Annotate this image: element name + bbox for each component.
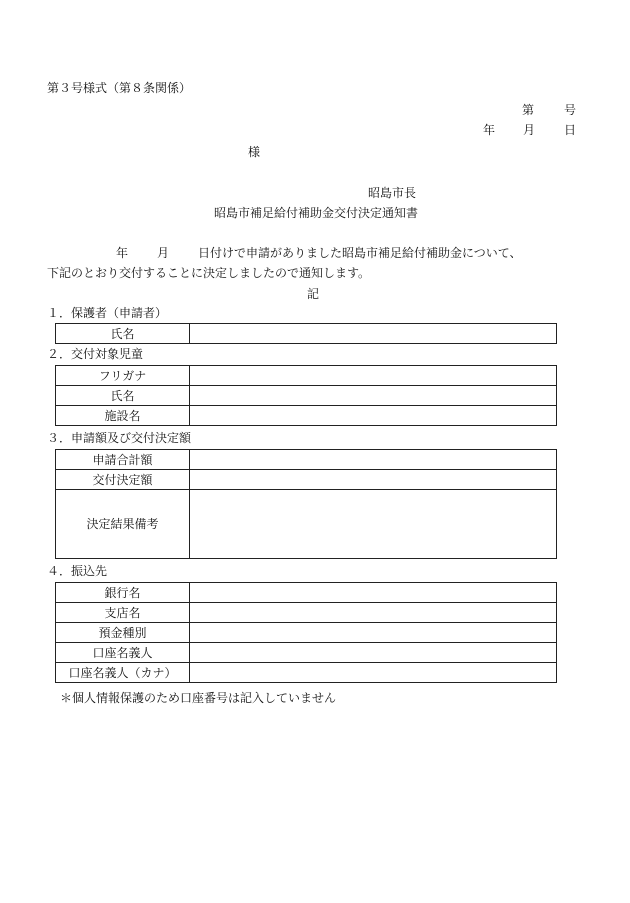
child-furigana-field[interactable] bbox=[190, 366, 557, 386]
section-2-heading: ２．交付対象児童 bbox=[47, 347, 144, 361]
table-row bbox=[56, 324, 557, 344]
table-row bbox=[56, 623, 557, 643]
doc-number-go: 号 bbox=[564, 103, 577, 117]
section-3-heading: ３．申請額及び交付決定額 bbox=[47, 431, 192, 445]
guardian-table bbox=[55, 323, 557, 344]
date-month: 月 bbox=[523, 123, 536, 137]
table-row bbox=[56, 583, 557, 603]
date-year: 年 bbox=[483, 123, 496, 137]
account-type-field[interactable] bbox=[190, 623, 557, 643]
table-row bbox=[56, 643, 557, 663]
granted-amount-label: 交付決定額 bbox=[56, 470, 190, 490]
privacy-note: ＊個人情報保護のため口座番号は記入していません bbox=[60, 691, 337, 705]
child-furigana-label: フリガナ bbox=[56, 366, 190, 386]
account-type-label: 預金種別 bbox=[56, 623, 190, 643]
body-line1: 日付けで申請がありました昭島市補足給付補助金について、 bbox=[198, 246, 522, 260]
form-id: 第３号様式（第８条関係） bbox=[47, 81, 192, 95]
table-row bbox=[56, 366, 557, 386]
requested-total-label: 申請合計額 bbox=[56, 450, 190, 470]
doc-number-dai: 第 bbox=[522, 103, 535, 117]
child-name-field[interactable] bbox=[190, 386, 557, 406]
account-holder-kana-field[interactable] bbox=[190, 663, 557, 683]
table-row bbox=[56, 406, 557, 426]
child-table bbox=[55, 365, 557, 426]
requested-total-field[interactable] bbox=[190, 450, 557, 470]
table-row bbox=[56, 470, 557, 490]
facility-name-field[interactable] bbox=[190, 406, 557, 426]
ki-label: 記 bbox=[307, 287, 320, 301]
granted-amount-field[interactable] bbox=[190, 470, 557, 490]
branch-name-label: 支店名 bbox=[56, 603, 190, 623]
guardian-name-field[interactable] bbox=[190, 324, 557, 344]
table-row bbox=[56, 450, 557, 470]
section-1-heading: １．保護者（申請者） bbox=[47, 306, 168, 320]
bank-table bbox=[55, 582, 557, 683]
amount-table bbox=[55, 449, 557, 559]
table-row bbox=[56, 663, 557, 683]
decision-notes-label: 決定結果備考 bbox=[56, 490, 190, 559]
recipient-suffix: 様 bbox=[248, 145, 261, 159]
table-row bbox=[56, 386, 557, 406]
bank-name-label: 銀行名 bbox=[56, 583, 190, 603]
facility-name-label: 施設名 bbox=[56, 406, 190, 426]
bank-name-field[interactable] bbox=[190, 583, 557, 603]
body-year: 年 bbox=[116, 246, 129, 260]
issuer: 昭島市長 bbox=[368, 186, 417, 200]
account-holder-label: 口座名義人 bbox=[56, 643, 190, 663]
decision-notes-field[interactable] bbox=[190, 490, 557, 559]
document-title: 昭島市補足給付補助金交付決定通知書 bbox=[214, 206, 419, 220]
table-row bbox=[56, 603, 557, 623]
body-line2: 下記のとおり交付することに決定しましたので通知します。 bbox=[47, 266, 371, 280]
body-month: 月 bbox=[157, 246, 170, 260]
account-holder-field[interactable] bbox=[190, 643, 557, 663]
guardian-name-label: 氏名 bbox=[56, 324, 190, 344]
table-row bbox=[56, 490, 557, 559]
account-holder-kana-label: 口座名義人（カナ） bbox=[56, 663, 190, 683]
date-day: 日 bbox=[564, 123, 577, 137]
section-4-heading: ４．振込先 bbox=[47, 564, 108, 578]
child-name-label: 氏名 bbox=[56, 386, 190, 406]
branch-name-field[interactable] bbox=[190, 603, 557, 623]
